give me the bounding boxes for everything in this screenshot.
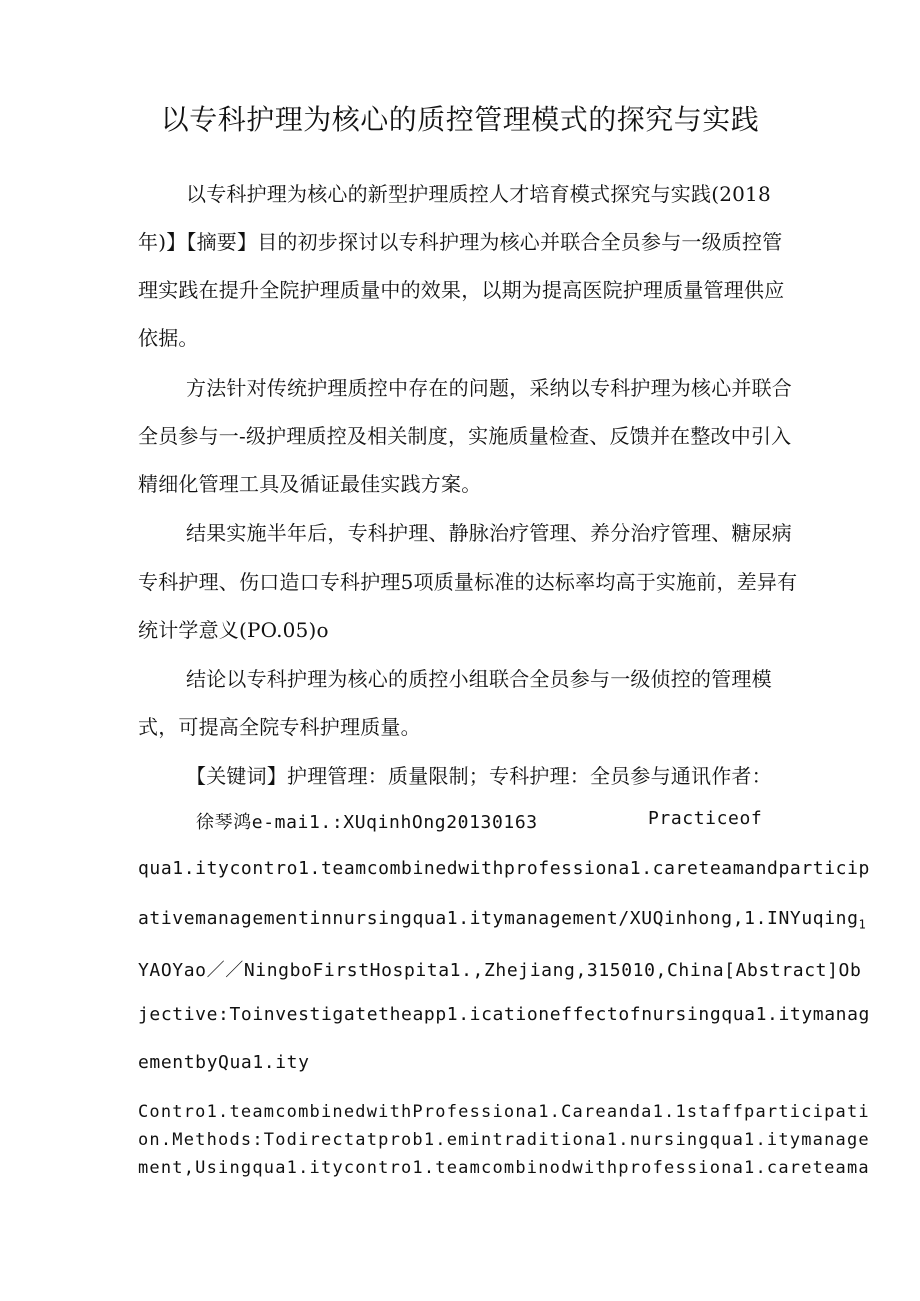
paragraph-line: 依据。 bbox=[138, 326, 199, 350]
english-line-text: ativemanagementinnursingqua1.itymanagement/XUQinhong,1.INYuqing bbox=[138, 908, 859, 929]
english-line: on.Methods:Todirectatprob1.emintraditiona1.nursingqua1.itymanage bbox=[138, 1130, 870, 1150]
paragraph-line: 统计学意义(PO.05)o bbox=[138, 618, 329, 642]
english-line: qua1.itycontro1.teamcombinedwithprofessiona1.careteamandparticip bbox=[138, 858, 870, 879]
english-line: ment,Usingqua1.itycontro1.teamcombinodwithprofessiona1.careteama bbox=[138, 1158, 870, 1178]
english-line: ementbyQua1.ity bbox=[138, 1052, 310, 1073]
paragraph-line: 结果实施半年后，专科护理、静脉治疗管理、养分治疗管理、糖尿病 bbox=[186, 521, 792, 545]
document-title: 以专科护理为核心的质控管理模式的探究与实践 bbox=[160, 103, 760, 136]
paragraph-line: 全员参与一-级护理质控及相关制度，实施质量检查、反馈并在整改中引入 bbox=[138, 424, 792, 448]
paragraph-line: 专科护理、伤口造口专科护理5项质量标准的达标率均高于实施前，差异有 bbox=[138, 570, 798, 594]
english-line: Contro1.teamcombinedwithProfessiona1.Careanda1.1staffparticipati bbox=[138, 1102, 870, 1122]
email-line: 徐琴鸿e-mai1.:XUqinhOng20130163 bbox=[196, 812, 538, 833]
keywords-line: 【关键词】护理管理：质量限制；专科护理：全员参与通讯作者： bbox=[186, 764, 772, 788]
english-line bbox=[138, 908, 866, 932]
paragraph-line: 结论以专科护理为核心的质控小组联合全员参与一级侦控的管理模 bbox=[186, 667, 772, 691]
paragraph-line: 方法针对传统护理质控中存在的问题，采纳以专科护理为核心并联合 bbox=[186, 376, 792, 400]
english-title-start: Practiceof bbox=[648, 808, 763, 829]
paragraph-line: 精细化管理工具及循证最佳实践方案。 bbox=[138, 472, 482, 496]
paragraph-line: 年)】【摘要】目的初步探讨以专科护理为核心并联合全员参与一级质控管 bbox=[138, 230, 783, 254]
subscript-mark: 1 bbox=[858, 917, 867, 932]
english-line: jective:Toinvestigatetheapp1.icationeffectofnursingqua1.itymanag bbox=[138, 1004, 870, 1025]
paragraph-line: 理实践在提升全院护理质量中的效果，以期为提高医院护理质量管理供应 bbox=[138, 278, 785, 302]
paragraph-line: 式，可提高全院专科护理质量。 bbox=[138, 715, 421, 739]
paragraph-line: 以专科护理为核心的新型护理质控人才培育模式探究与实践(2018 bbox=[186, 182, 771, 206]
english-line: YAOYao／／NingboFirstHospita1.,Zhejiang,315010,China[Abstract]Ob bbox=[138, 960, 862, 981]
